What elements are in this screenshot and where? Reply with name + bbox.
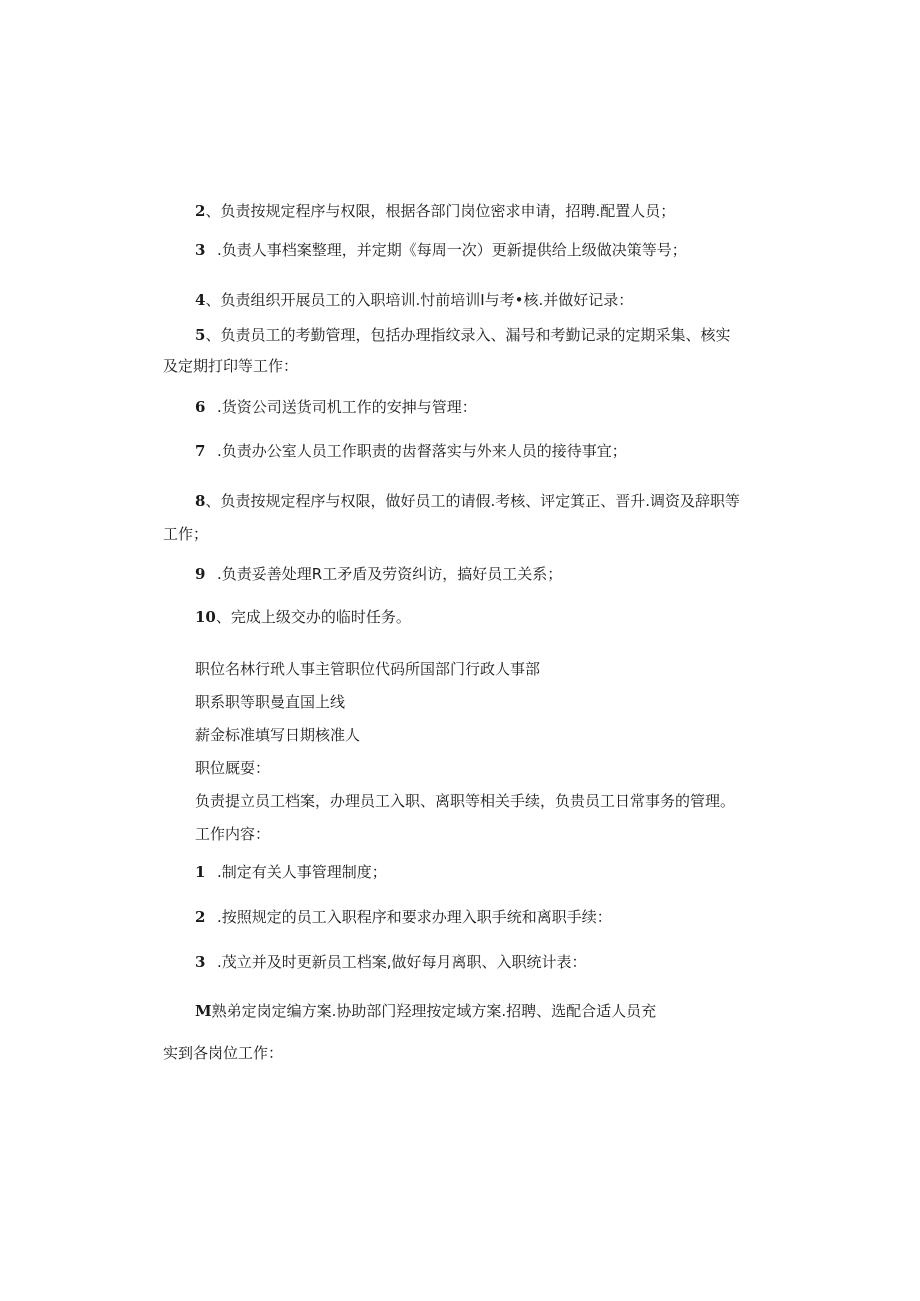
duty-number: 5 (195, 326, 206, 344)
duty-number: 9 (195, 565, 206, 583)
duty-item: 3 .茂立并及时更新员工档案,做好每月离职、入职统计表： (195, 953, 587, 971)
duty-text: 按照规定的员工入职程序和要求办理入职手统和离职手续： (221, 908, 612, 926)
duty-item (195, 1000, 656, 1022)
duty-number: 7 (195, 442, 206, 460)
summary-text: 负责提立员工档案，办理员工入职、离职等相关手续，负贵员工日常事务的管理。 (195, 792, 736, 810)
duty-continuation: 实到各岗位工作： (163, 1044, 284, 1062)
duty-number: M (195, 1002, 212, 1020)
duty-item: 1 .制定有关人事管理制度； (195, 863, 387, 881)
duty-text: 负责妥善处理R工矛盾及劳资纠访，搞好员工关系； (221, 565, 563, 583)
duty-item: 2、负责按规定程序与权限，根据各部门岗位密求申请，招聘.配置人员； (195, 202, 676, 220)
duty-text: 负责办公室人员工作职责的齿督落实与外来人员的接待事宜； (221, 442, 627, 460)
duty-item: 5、负责员工的考勤管理，包括办理指纹录入、漏号和考勤记录的定期采集、核实 (195, 326, 731, 344)
position-info-line-1: 职位名林行玳人事主管职位代码所国部门行政人事部 (195, 660, 541, 678)
duty-item: 4、负责组织开展员工的入职培训.忖前培训I与考•核.并做好记录： (195, 291, 634, 309)
duty-text: 负责人事档案整理，并定期《每周一次）更新提供给上级做决策等号； (221, 241, 687, 259)
duty-number: 1 (195, 863, 206, 881)
duty-continuation: 及定期打印等工作： (163, 357, 299, 375)
duty-number: 8 (195, 492, 206, 510)
duty-text: 完成上级交办的临时任务。 (230, 608, 411, 626)
duty-text: 制定有关人事管理制度； (221, 863, 387, 881)
duty-number: 2 (195, 202, 206, 220)
duty-number: 6 (195, 398, 206, 416)
content-label: 工作内容： (195, 825, 271, 843)
duty-item: 10、完成上级交办的临时任务。 (195, 608, 411, 626)
duty-text: 负责组织开展员工的入职培训.忖前培训I与考•核.并做好记录： (220, 291, 634, 309)
duty-item: 2 .按照规定的员工入职程序和要求办理入职手统和离职手续： (195, 908, 612, 926)
duty-number: 3 (195, 953, 206, 971)
duty-item: 8、负责按规定程序与权限，做好员工的请假.考核、评定箕正、晋升.调资及辞职等 (195, 492, 740, 510)
duty-text: 负责按规定程序与权限，根据各部门岗位密求申请，招聘.配置人员； (220, 202, 676, 220)
summary-label: 职位厩耍： (195, 759, 271, 777)
duty-item: 7 .负责办公室人员工作职责的齿督落实与外来人员的接待事宜； (195, 442, 627, 460)
duty-item: 3 .负责人事档案整理，并定期《每周一次）更新提供给上级做决策等号； (195, 241, 687, 259)
duty-number: 10 (195, 608, 216, 626)
duty-text: 负责员工的考勤管理，包括办理指纹录入、漏号和考勤记录的定期采集、核实 (220, 326, 731, 344)
duty-number: 4 (195, 291, 206, 309)
duty-continuation: 工作； (163, 525, 209, 543)
duty-item: 6 .货资公司送货司机工作的安抻与管理： (195, 398, 477, 416)
duty-item: 9 .负责妥善处理R工矛盾及劳资纠访，搞好员工关系； (195, 565, 563, 583)
duty-text: 货资公司送货司机工作的安抻与管理： (221, 398, 477, 416)
duty-text: 茂立并及时更新员工档案,做好每月离职、入职统计表： (221, 953, 587, 971)
duty-text: 负责按规定程序与权限，做好员工的请假.考核、评定箕正、晋升.调资及辞职等 (220, 492, 740, 510)
position-info-line-2: 职系职等职曼直国上线 (195, 693, 346, 711)
duty-number: 3 (195, 241, 206, 259)
duty-number: 2 (195, 908, 206, 926)
position-info-line-3: 薪金标准填写日期核准人 (195, 726, 361, 744)
duty-text: 熟弟定岗定编方案.协助部门羟理按定域方案.招聘、选配合适人员充 (211, 1002, 657, 1020)
